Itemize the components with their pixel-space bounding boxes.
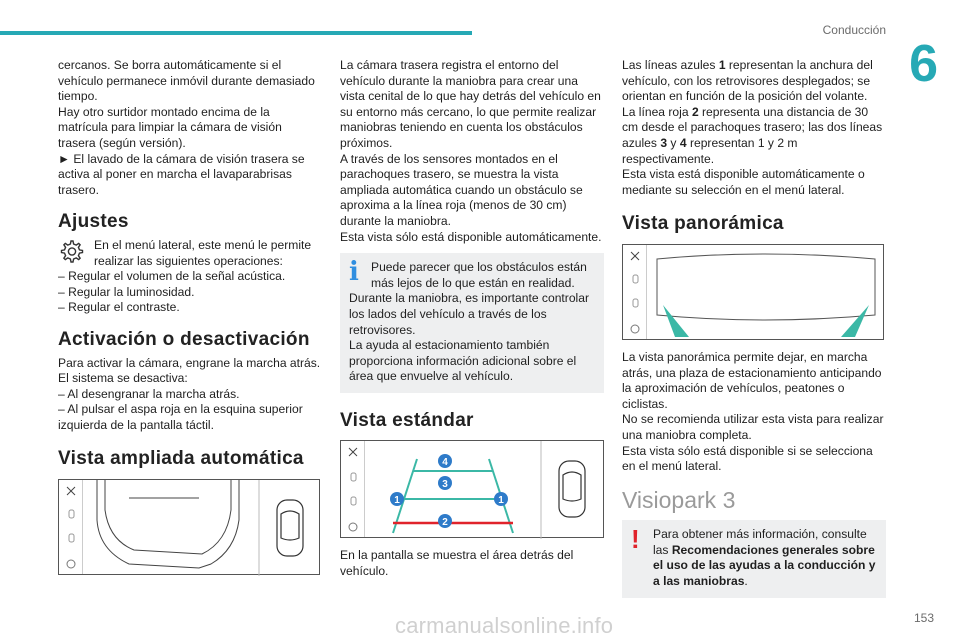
gear-icon — [631, 325, 639, 333]
callout-4: 4 — [442, 457, 448, 469]
column-3 — [622, 58, 886, 598]
note-first-line: Puede parecer que los obstáculos están más lejos de lo que están en realidad. — [371, 260, 587, 290]
column-1 — [58, 58, 322, 585]
car-top-icon — [277, 500, 303, 556]
gear-icon — [58, 238, 88, 269]
sensor-icon — [633, 275, 638, 307]
section-title-estandar: Vista estándar — [340, 409, 474, 431]
warning-text: Para obtener más información, consulte las Recomendaciones generales sobre el uso de las ayudas a la conducción y a las maniobras. — [653, 527, 876, 589]
ajustes-text: En el menú lateral, este menú le permite realizar las siguientes operaciones: — [94, 237, 312, 268]
activacion-text: Para activar la cámara, engrane la marcha atrás. El sistema se desactiva: – Al desengranar la marcha atrás. – Al pulsar el aspa roja en la esquina superior izquierda de la pantalla táctil. — [58, 355, 321, 432]
gear-icon — [67, 560, 75, 568]
sensor-icon — [351, 473, 356, 505]
ajustes-item: – Regular la luminosidad. — [58, 284, 195, 299]
panoramic-text: La vista panorámica permite dejar, en marcha atrás, una plaza de estacionamiento anticipando la aproximación de vehículos, peatones o ciclistas. No se recomienda utilizar esta vista para realizar una maniobra completa. Esta vista sólo está disponible si se selecciona en el menú lateral. — [622, 349, 884, 474]
callout-1-left: 1 — [394, 495, 400, 507]
section-title-ajustes: Ajustes — [58, 211, 129, 233]
section-title-ampliada: Vista ampliada automática — [58, 448, 304, 470]
warning-note — [622, 520, 886, 597]
section-title-visiopark: Visiopark 3 — [622, 486, 736, 513]
ajustes-item: – Regular el volumen de la señal acústica. — [58, 269, 286, 284]
panoramic-frame — [657, 254, 875, 320]
guide-line-right — [841, 305, 869, 337]
page-number: 153 — [913, 611, 934, 625]
close-icon — [67, 487, 75, 495]
standard-view-text: En la pantalla se muestra el área detrás del vehículo. — [340, 548, 574, 579]
callout-3: 3 — [442, 479, 448, 491]
callout-2: 2 — [442, 517, 448, 529]
sensor-icon — [69, 510, 74, 542]
note-text: Durante la maniobra, es importante controlar los lados del vehículo a través de los retrovisores. La ayuda al estacionamiento también proporciona información adicional sobre el área que envuelve al vehículo. — [349, 291, 589, 384]
ajustes-item: – Regular el contraste. — [58, 300, 180, 315]
callout-1-right: 1 — [498, 495, 504, 507]
chapter-name: Conducción — [822, 23, 886, 37]
intro-text: cercanos. Se borra automáticamente si el vehículo permanece inmóvil durante demasiado tiempo. Hay otro surtidor montado encima de la matrícula para limpiar la cámara de visión trasera (según versión). ► El lavado de la cámara de visión trasera se activa al poner en marcha el lavaparabrisas trasero. — [58, 58, 315, 197]
gear-icon — [349, 523, 357, 531]
section-title-panoramica: Vista panorámica — [622, 213, 784, 235]
close-icon — [349, 448, 357, 456]
car-top-icon — [559, 461, 585, 517]
zoom-view-screen — [58, 479, 320, 575]
guide-line-left — [663, 305, 689, 337]
standard-view-screen — [340, 440, 604, 538]
info-icon: i — [349, 257, 359, 288]
chapter-number: 6 — [909, 35, 938, 93]
warning-icon: ! — [631, 524, 640, 555]
watermark: carmanualsonline.info — [395, 613, 614, 638]
info-note — [340, 253, 604, 393]
car-rear-zoom — [97, 480, 239, 568]
camera-text: La cámara trasera registra el entorno del vehículo durante la maniobra para crear una vista cenital de lo que hay detrás del vehículo en su entorno más cercano, lo que permite realizar maniobras teniendo en cuenta los obstáculos próximos. A través de los sensores montados en el parachoques trasero, se muestra la vista ampliada automática cuando un obstáculo se aproxima a la línea roja (menos de 30 cm) durante la maniobra. Esta vista sólo está disponible automáticamente. — [340, 58, 602, 244]
close-icon — [631, 252, 639, 260]
top-accent-bar — [0, 31, 472, 35]
lines-text: Las líneas azules 1 representan la anchura del vehículo, con los retrovisores desplegados; se orientan en función de la posición del volante. La línea roja 2 representa una distancia de 30 cm desde el parachoques trasero; las dos líneas azules 3 y 4 representan 1 y 2 m respectivamente. Esta vista está disponible automáticamente o mediante su selección en el menú lateral. — [622, 58, 883, 197]
panoramic-view-screen — [622, 244, 884, 340]
column-2 — [340, 58, 604, 580]
section-title-activacion: Activación o desactivación — [58, 328, 310, 350]
